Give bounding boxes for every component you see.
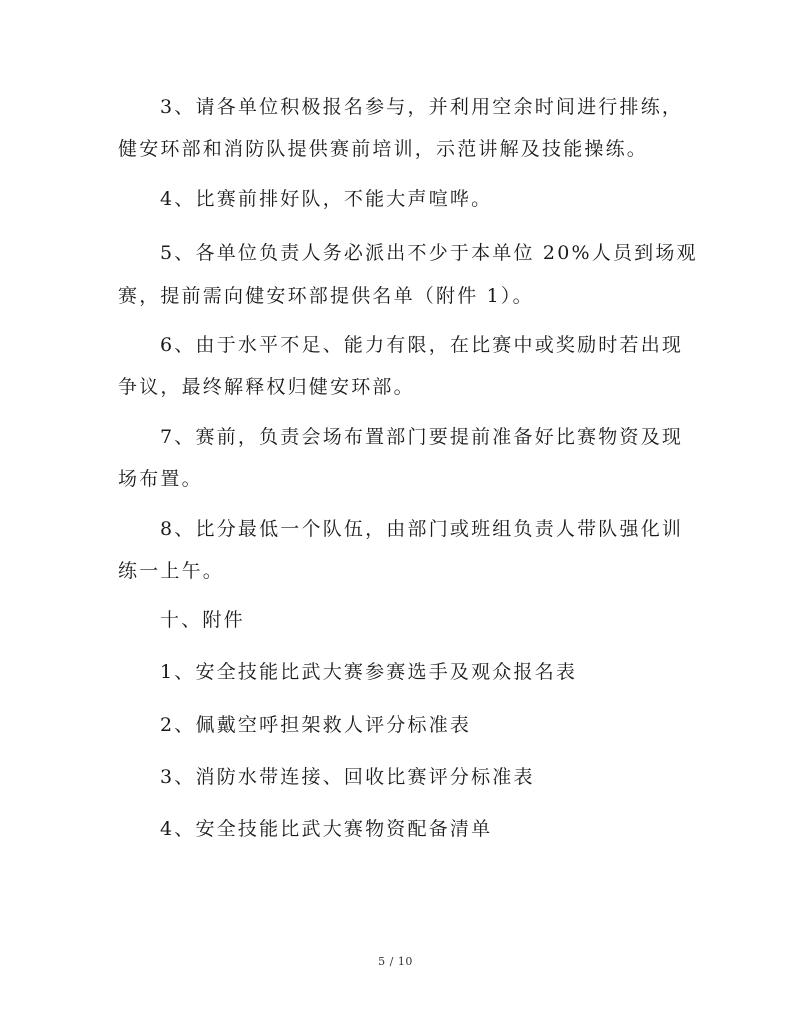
paragraph-5-line-2: 赛，提前需向健安环部提供名单（附件 1）。 bbox=[118, 285, 534, 307]
page-number: 5 / 10 bbox=[378, 955, 413, 968]
paragraph-8-line-1: 8、比分最低一个队伍，由部门或班组负责人带队强化训 bbox=[160, 518, 684, 540]
paragraph-6-line-2: 争议，最终解释权归健安环部。 bbox=[118, 376, 415, 398]
paragraph-7-line-2: 场布置。 bbox=[118, 468, 203, 490]
paragraph-3-line-2: 健安环部和消防队提供赛前培训，示范讲解及技能操练。 bbox=[118, 138, 649, 160]
attachment-item-4: 4、安全技能比武大赛物资配备清单 bbox=[160, 818, 493, 840]
section-heading-attachments: 十、附件 bbox=[160, 609, 245, 631]
paragraph-6-line-1: 6、由于水平不足、能力有限，在比赛中或奖励时若出现 bbox=[160, 334, 684, 356]
paragraph-5-line-1: 5、各单位负责人务必派出不少于本单位 20%人员到场观 bbox=[160, 242, 698, 264]
paragraph-7-line-1: 7、赛前，负责会场布置部门要提前准备好比赛物资及现 bbox=[160, 426, 684, 448]
attachment-item-2: 2、佩戴空呼担架救人评分标准表 bbox=[160, 714, 472, 736]
attachment-item-3: 3、消防水带连接、回收比赛评分标准表 bbox=[160, 766, 535, 788]
paragraph-8-line-2: 练一上午。 bbox=[118, 560, 225, 582]
paragraph-4: 4、比赛前排好队，不能大声喧哗。 bbox=[160, 188, 493, 210]
paragraph-3-line-1: 3、请各单位积极报名参与，并利用空余时间进行排练， bbox=[160, 96, 684, 118]
attachment-item-1: 1、安全技能比武大赛参赛选手及观众报名表 bbox=[160, 661, 578, 683]
